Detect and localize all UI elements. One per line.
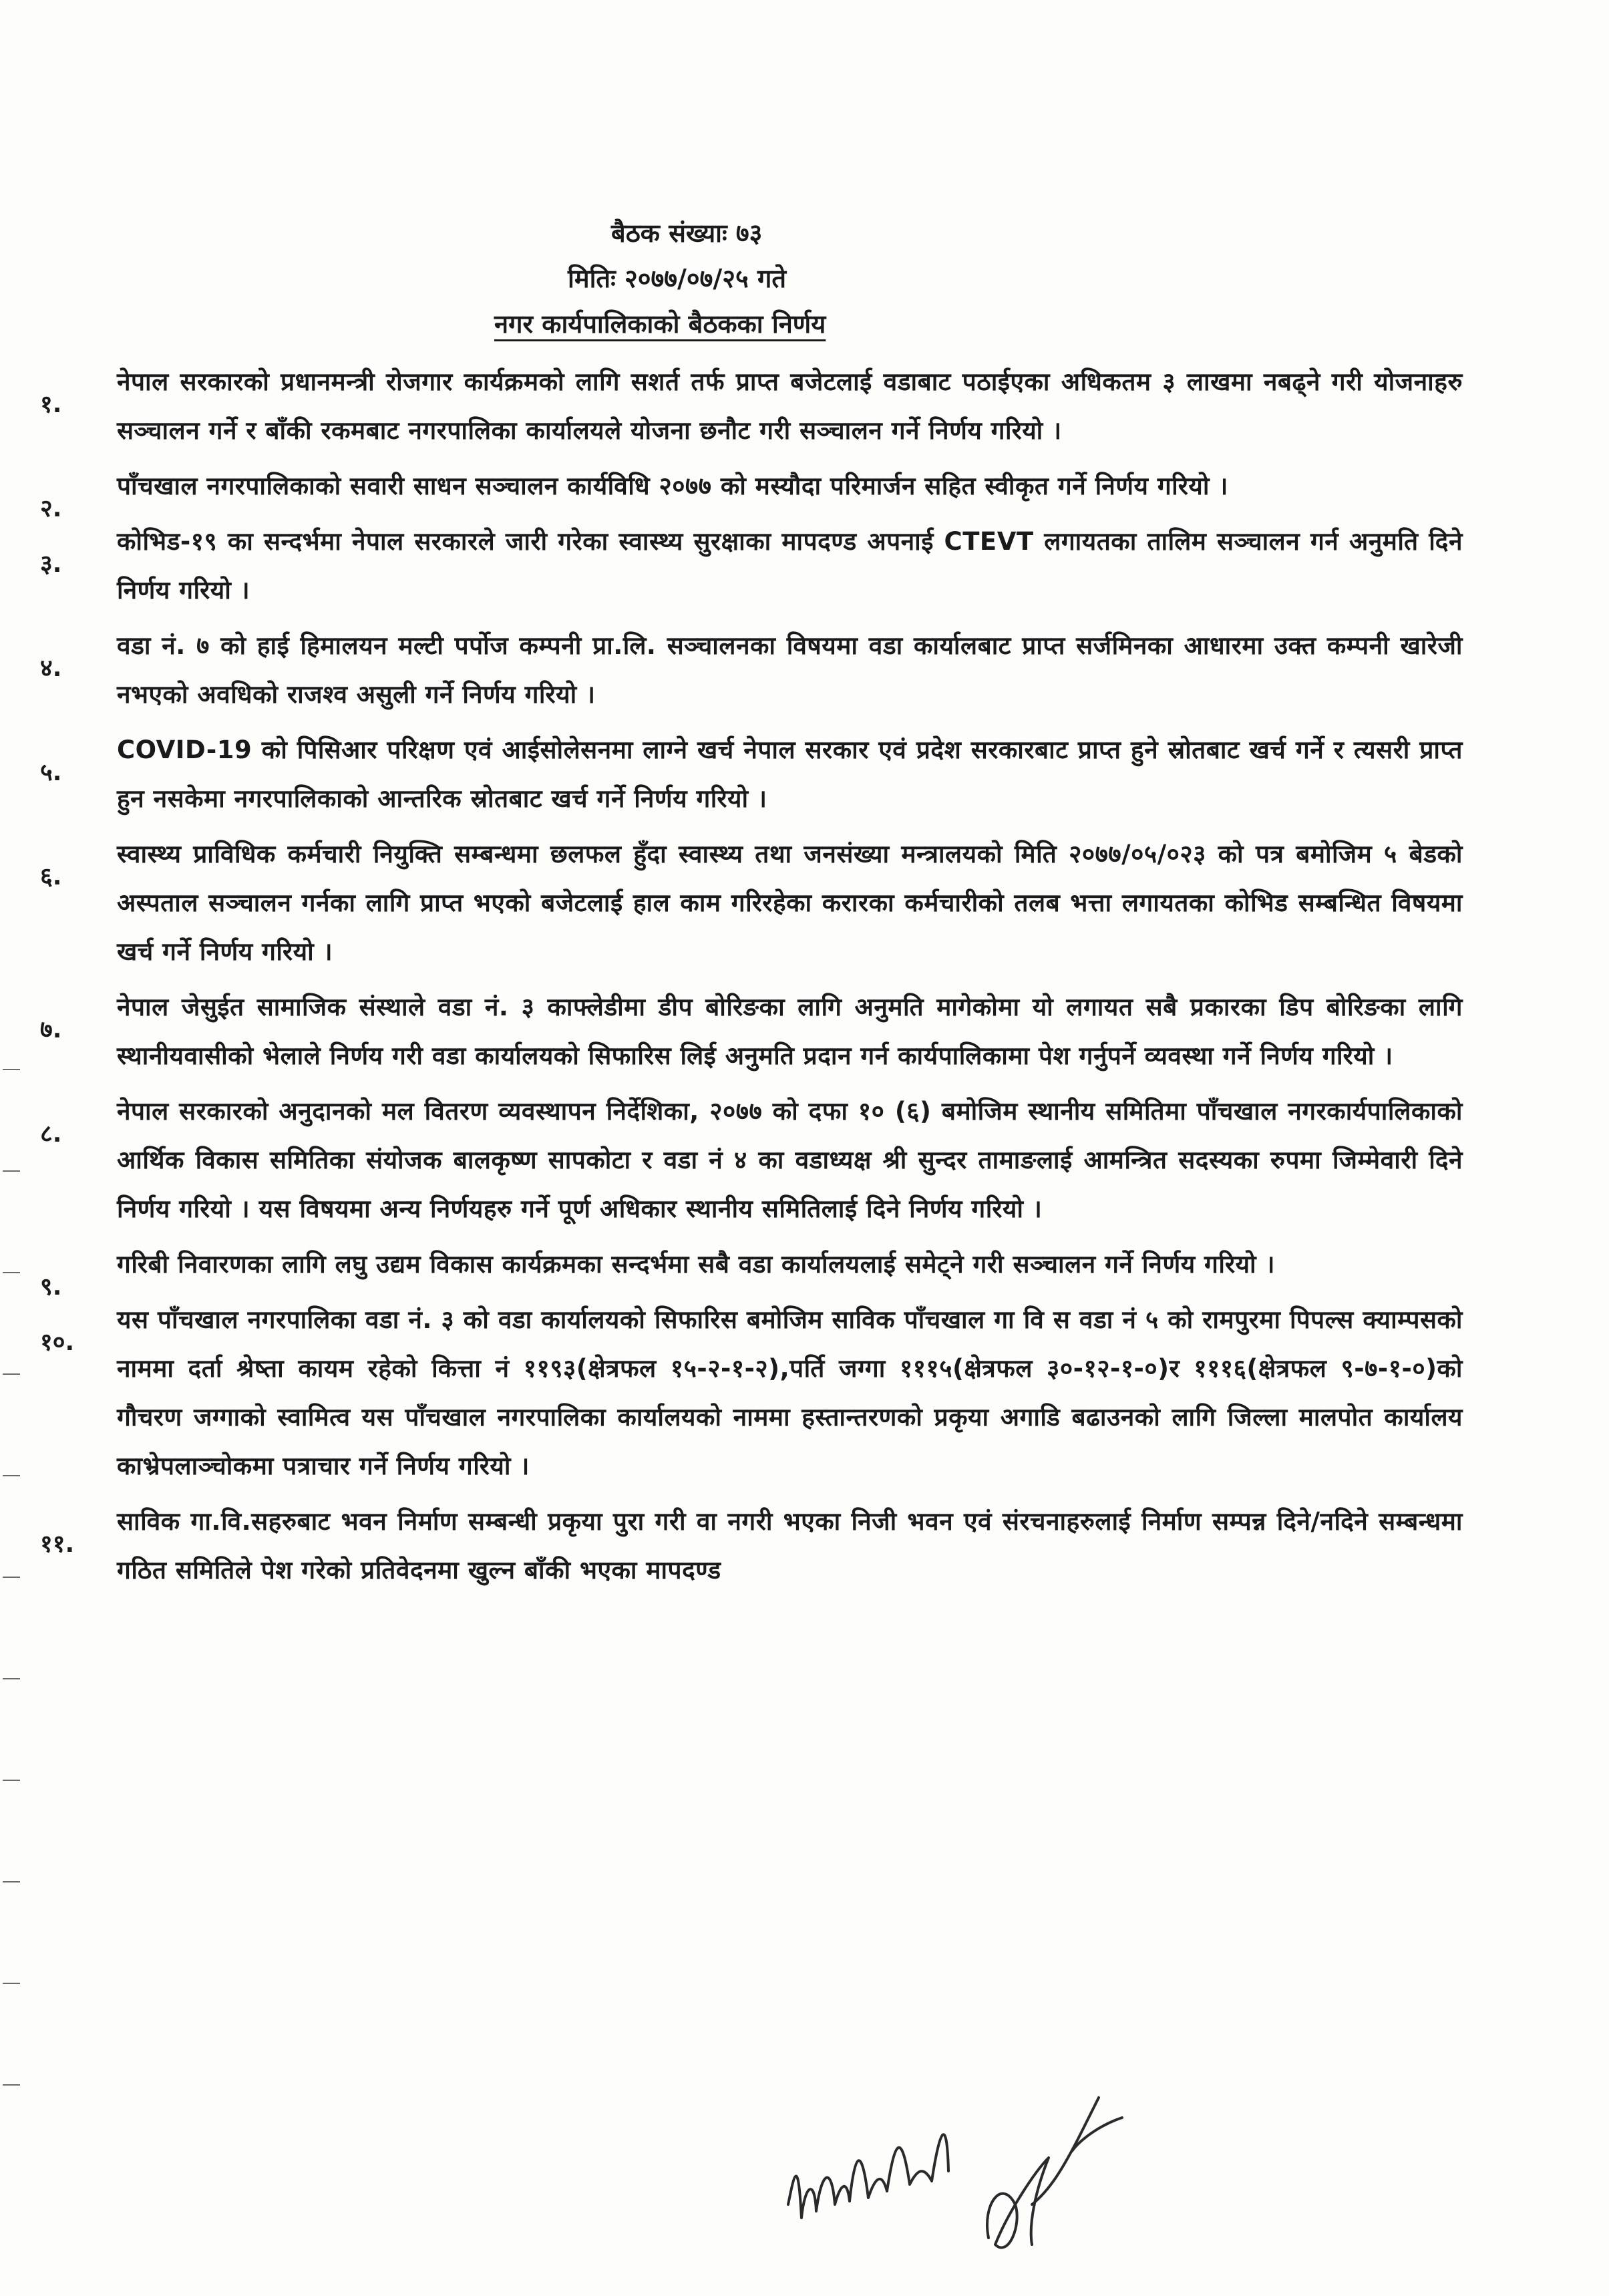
decision-item (40, 830, 1463, 976)
decision-text: नेपाल सरकारको अनुदानको मल वितरण व्यवस्थापन निर्देशिका, २०७७ को दफा १० (६) बमोजिम स्थानीय समितिमा पाँचखाल नगरकार्यपालिकाको आर्थिक विकास समितिका संयोजक बालकृष्ण सापकोटा र वडा नं ४ का वडाध्यक्ष श्री सुन्दर तामाङलाई आमन्त्रित सदस्यका रुपमा जिम्मेवारी दिने निर्णय गरियो । यस विषयमा अन्य निर्णयहरु गर्ने पूर्ण अधिकार स्थानीय समितिलाई दिने निर्णय गरियो । (117, 1097, 1463, 1223)
margin-tick (3, 1678, 20, 1679)
meeting-number: बैठक संख्याः ७३ (611, 218, 763, 248)
decision-text: नेपाल जेसुईत सामाजिक संस्थाले वडा नं. ३ काफ्लेडीमा डीप बोरिङका लागि अनुमति मागेकोमा यो लगायत सबै प्रकारका डिप बोरिङका लागि स्थानीयवासीको भेलाले निर्णय गरी वडा कार्यालयको सिफारिस लिई अनुमति प्रदान गर्न कार्यपालिकामा पेश गर्नुपर्ने व्यवस्था गर्ने निर्णय गरियो । (117, 993, 1463, 1070)
decision-item (40, 1497, 1463, 1595)
margin-tick (3, 1983, 20, 1984)
margin-tick (3, 1170, 20, 1172)
decision-number: ११. (40, 1530, 75, 1558)
margin-tick (3, 1577, 20, 1578)
decision-text: यस पाँचखाल नगरपालिका वडा नं. ३ को वडा कार्यालयको सिफारिस बमोजिम साविक पाँचखाल गा वि स वडा नं ५ को रामपुरमा पिपल्स क्याम्पसको नाममा दर्ता श्रेष्ता कायम रहेको कित्ता नं ११९३(क्षेत्रफल १५-२-१-२),पर्ति जग्गा १११५(क्षेत्रफल ३०-१२-१-०)र १११६(क्षेत्रफल ९-७-१-०)को गौचरण जग्गाको स्वामित्व यस पाँचखाल नगरपालिका कार्यालयको नाममा हस्तान्तरणको प्रकृया अगाडि बढाउनको लागि जिल्ला मालपोत कार्यालय काभ्रेपलाञ्चोकमा पत्राचार गर्ने निर्णय गरियो । (117, 1305, 1463, 1480)
meeting-date: मितिः २०७७/०७/२५ गते (568, 264, 787, 293)
margin-tick (3, 1069, 20, 1070)
decision-number: ५. (40, 759, 62, 786)
decision-item (40, 462, 1463, 522)
margin-tick (3, 2084, 20, 2086)
decision-text: COVID-19 को पिसिआर परिक्षण एवं आईसोलेसनमा लाग्ने खर्च नेपाल सरकार एवं प्रदेश सरकारबाट प्राप्त हुने स्रोतबाट खर्च गर्ने र त्यसरी प्राप्त हुन नसकेमा नगरपालिकाको आन्तरिक स्रोतबाट खर्च गर्ने निर्णय गरियो । (117, 735, 1463, 813)
decision-text: स्वास्थ्य प्राविधिक कर्मचारी नियुक्ति सम्बन्धमा छलफल हुँदा स्वास्थ्य तथा जनसंख्या मन्त्रालयको मिति २०७७/०५/०२३ को पत्र बमोजिम ५ बेडको अस्पताल सञ्चालन गर्नका लागि प्राप्त भएको बजेटलाई हाल काम गरिरहेका करारका कर्मचारीको तलब भत्ता लगायतका कोभिड सम्बन्धित विषयमा खर्च गर्ने निर्णय गरियो । (117, 840, 1463, 966)
signature-one (788, 2134, 948, 2218)
decision-text: साविक गा.वि.सहरुबाट भवन निर्माण सम्बन्धी प्रकृया पुरा गरी वा नगरी भएका निजी भवन एवं संरचनाहरुलाई निर्माण सम्पन्न दिने/नदिने सम्बन्धमा गठित समितिले पेश गरेको प्रतिवेदनमा खुल्न बाँकी भएका मापदण्ड (117, 1507, 1463, 1585)
margin-tick (3, 1881, 20, 1882)
decision-text: वडा नं. ७ को हाई हिमालयन मल्टी पर्पोज कम्पनी प्रा.लि. सञ्चालनका विषयमा वडा कार्यालबाट प्राप्त सर्जमिनका आधारमा उक्त कम्पनी खारेजी नभएको अवधिको राजश्व असुली गर्ने निर्णय गरियो । (117, 631, 1463, 709)
decision-text: पाँचखाल नगरपालिकाको सवारी साधन सञ्चालन कार्यविधि २०७७ को मस्यौदा परिमार्जन सहित स्वीकृत गर्ने निर्णय गरियो । (117, 472, 1228, 500)
margin-tick (3, 1780, 20, 1781)
decision-text: कोभिड-१९ का सन्दर्भमा नेपाल सरकारले जारी गरेका स्वास्थ्य सुरक्षाका मापदण्ड अपनाई CTEVT लगायतका तालिम सञ्चालन गर्न अनुमति दिने निर्णय गरियो । (117, 527, 1463, 605)
decision-number: ७. (40, 1016, 62, 1043)
decision-number: ३. (40, 550, 62, 578)
decision-text: गरिबी निवारणका लागि लघु उद्यम विकास कार्यक्रमका सन्दर्भमा सबै वडा कार्यालयलाई समेट्ने गरी सञ्चालन गर्ने निर्णय गरियो । (117, 1250, 1276, 1279)
decision-item (40, 1295, 1463, 1490)
margin-tick (3, 1475, 20, 1476)
document-title: नगर कार्यपालिकाको बैठकका निर्णय (494, 309, 826, 339)
margin-tick (3, 1272, 20, 1273)
decision-number: ४. (40, 655, 62, 682)
signature-two (987, 2098, 1122, 2248)
decision-number: २. (40, 495, 62, 522)
decision-list (40, 357, 1463, 1601)
decision-item (40, 1240, 1463, 1301)
decision-item (40, 725, 1463, 823)
decision-number: ८. (40, 1120, 62, 1148)
decision-number: ६. (40, 863, 62, 890)
decision-item (40, 621, 1463, 719)
decision-number: १. (40, 391, 62, 418)
handwritten-signatures (768, 2071, 1169, 2285)
decision-number: ९. (40, 1273, 62, 1301)
margin-tick (3, 1373, 20, 1375)
margin-marks (3, 1069, 23, 2186)
decision-text: नेपाल सरकारको प्रधानमन्त्री रोजगार कार्यक्रमको लागि सशर्त तर्फ प्राप्त बजेटलाई वडाबाट पठाईएका अधिकतम ३ लाखमा नबढ्ने गरी योजनाहरु सञ्चालन गर्ने र बाँकी रकमबाट नगरपालिका कार्यालयले योजना छनौट गरी सञ्चालन गर्ने निर्णय गरियो । (117, 367, 1463, 445)
decision-number: १०. (40, 1329, 75, 1356)
decision-item (40, 357, 1463, 455)
decision-item (40, 983, 1463, 1080)
decision-item (40, 1087, 1463, 1233)
decision-item (40, 517, 1463, 615)
